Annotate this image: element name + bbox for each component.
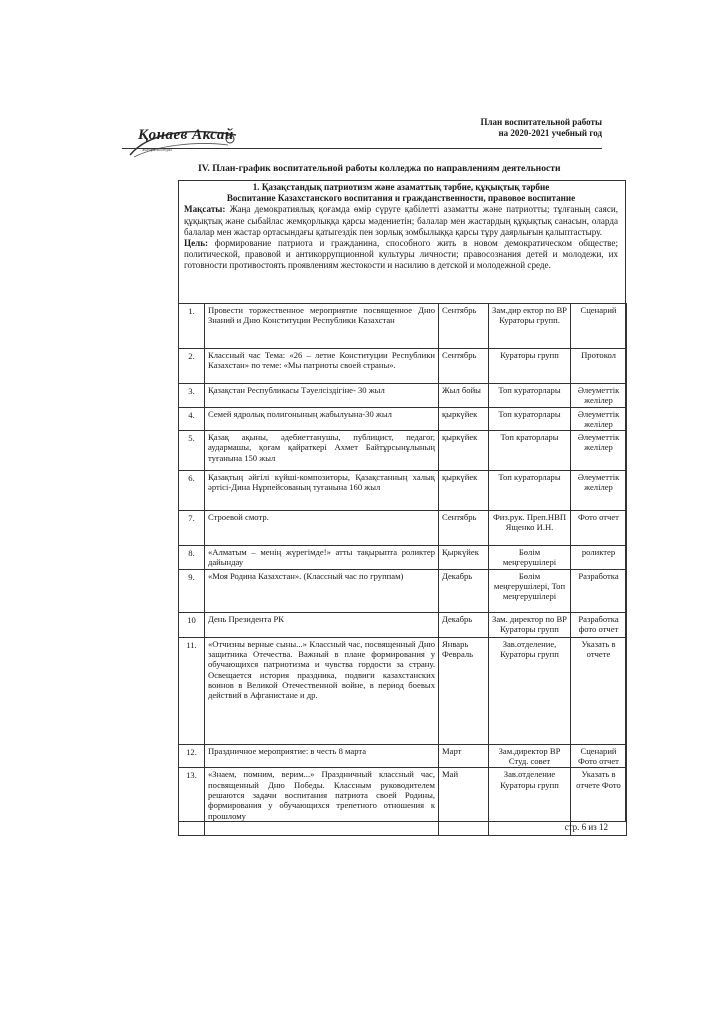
report-form-cell: Разработка фото отчет bbox=[571, 612, 627, 637]
row-number: 9. bbox=[179, 569, 205, 612]
row-number: 2. bbox=[179, 349, 205, 384]
responsible-cell: Зам.дир ектор по ВР Кураторы групп. bbox=[489, 304, 571, 349]
row-number: 5. bbox=[179, 431, 205, 471]
event-cell: «Алматым – менің жүрегімде!» атты тақырыпта роликтер дайындау bbox=[205, 546, 439, 570]
report-form-cell: Разработка bbox=[571, 569, 627, 612]
date-cell: Декабрь bbox=[439, 569, 489, 612]
responsible-cell: Топ кураторлары bbox=[489, 407, 571, 431]
logo-text: Қонаев Аксай bbox=[138, 127, 234, 143]
responsible-cell: Топ кураторлары bbox=[489, 471, 571, 511]
responsible-cell: Зам.директор ВР Студ. совет bbox=[489, 744, 571, 768]
date-cell: Қыркүйек bbox=[439, 546, 489, 570]
report-form-cell: Сценарий Фото отчет bbox=[571, 744, 627, 768]
page-number: стр. 6 из 12 bbox=[564, 822, 608, 832]
date-cell: қыркүйек bbox=[439, 431, 489, 471]
row-number: 7. bbox=[179, 511, 205, 546]
report-form-cell: Әлеуметтік желілер bbox=[571, 431, 627, 471]
goal-ru bbox=[184, 238, 618, 272]
table-row bbox=[179, 407, 627, 431]
date-cell: Декабрь bbox=[439, 612, 489, 637]
responsible-cell: Бөлім меңгерушілері, Топ меңгерушілері bbox=[489, 569, 571, 612]
section-title: IV. План-график воспитательной работы колледжа по направлениям деятельности bbox=[198, 163, 561, 174]
table-row bbox=[179, 546, 627, 570]
table-row bbox=[179, 569, 627, 612]
responsible-cell: Кураторы групп bbox=[489, 349, 571, 384]
table-row bbox=[179, 431, 627, 471]
heading-kz: 1. Қазақстандық патриотизм және азаматтық тәрбие, құқықтық тәрбие bbox=[252, 182, 550, 192]
goal-kz-text: Жаңа демократиялық қоғамда өмір сүруге қабілетті азаматты және патриотты; тұлғаның саяси, құқықтық және сыбайлас жемқорлыққа қарсы мәдениетін; балалар мен жастардың құқықтық санасын, оларда балалар мен жастар ортасындағы қатыгездік пен зорлық зомбылыққа қарсы тұру даярлығын қалыптастыру. bbox=[184, 204, 618, 237]
section-intro bbox=[184, 182, 618, 272]
report-form-cell: Әлеуметтік желілер bbox=[571, 384, 627, 408]
table-row bbox=[179, 637, 627, 744]
plan-title: План воспитательной работы bbox=[480, 117, 602, 127]
responsible-cell: Физ.рук. Преп.НВП Ященко И.Н. bbox=[489, 511, 571, 546]
responsible-cell: Зам. директор по ВР Кураторы групп bbox=[489, 612, 571, 637]
responsible-cell: Топ кураторлары bbox=[489, 384, 571, 408]
events-table bbox=[178, 303, 627, 836]
plan-header bbox=[480, 117, 602, 139]
row-number: 1. bbox=[179, 304, 205, 349]
logo-subtext: Жоғары колледжі bbox=[142, 147, 172, 152]
event-cell: Классный час Тема: «26 – летие Конституции Республики Казахстан» по теме: «Мы патриоты своей страны». bbox=[205, 349, 439, 384]
date-cell: Май bbox=[439, 768, 489, 836]
row-number: 4. bbox=[179, 407, 205, 431]
event-cell: «Отчизны верные сыны...» Классный час, посвященный Дню защитника Отечества. Важный в плане формирования у обучающихся патриотизма и чувства гордости за страну. Освещается история праздника, подвиги казахстанских воинов в Великой Отечественной войне, в период боевых действий в Афганистане и др. bbox=[205, 637, 439, 744]
event-cell: День Президента РК bbox=[205, 612, 439, 637]
date-cell: қыркүйек bbox=[439, 407, 489, 431]
event-cell: «Знаем, помним, верим...» Праздничный классный час, посвященный Дню Победы. Классным руководителем решаются задачи воспитания патриота своей Родины, формирования у обучающихся трепетного отношения к прошлому bbox=[205, 768, 439, 836]
plan-year: на 2020-2021 учебный год bbox=[498, 128, 602, 138]
table-row bbox=[179, 471, 627, 511]
table-row bbox=[179, 384, 627, 408]
responsible-cell: Зав.отделение Кураторы групп bbox=[489, 768, 571, 836]
row-number: 6. bbox=[179, 471, 205, 511]
report-form-cell: роликтер bbox=[571, 546, 627, 570]
table-row bbox=[179, 349, 627, 384]
date-cell: Январь Февраль bbox=[439, 637, 489, 744]
college-logo bbox=[128, 125, 240, 159]
responsible-cell: Топ краторлары bbox=[489, 431, 571, 471]
row-number: 10 bbox=[179, 612, 205, 637]
table-row bbox=[179, 511, 627, 546]
row-number: 11. bbox=[179, 637, 205, 744]
date-cell: Жыл бойы bbox=[439, 384, 489, 408]
event-cell: Праздничное мероприятие: в честь 8 марта bbox=[205, 744, 439, 768]
date-cell: Сентябрь bbox=[439, 304, 489, 349]
event-cell: Строевой смотр. bbox=[205, 511, 439, 546]
event-cell: Провести торжественное мероприятие посвященное Дню Знаний и Дню Конституции Республики Казахстан bbox=[205, 304, 439, 349]
row-number: 13. bbox=[179, 768, 205, 836]
responsible-cell: Бөлім меңгерушілері bbox=[489, 546, 571, 570]
report-form-cell: Әлеуметтік желілер bbox=[571, 471, 627, 511]
goal-ru-label: Цель: bbox=[184, 238, 209, 249]
date-cell: Сентябрь bbox=[439, 511, 489, 546]
report-form-cell: Указать в отчете bbox=[571, 637, 627, 744]
event-cell: Қазақтың әйгілі күйші-композиторы, Қазақстанның халық әртісі-Дина Нұрпейсованың туғанына 160 жыл bbox=[205, 471, 439, 511]
report-form-cell: Сценарий bbox=[571, 304, 627, 349]
table-row bbox=[179, 612, 627, 637]
event-cell: Қазақ ақыны, әдебиеттанушы, публицист, педагог, аудармашы, қоғам қайраткері Ахмет Байтұрсынұлының туғанына 150 жыл bbox=[205, 431, 439, 471]
row-number: 3. bbox=[179, 384, 205, 408]
table-row bbox=[179, 744, 627, 768]
table-row bbox=[179, 768, 627, 836]
responsible-cell: Зав.отделение, Кураторы групп bbox=[489, 637, 571, 744]
date-cell: қыркүйек bbox=[439, 471, 489, 511]
goal-ru-text: формирование патриота и гражданина, способного жить в новом демократическом обществе; политической, правовой и антикоррупционной культуры личности; правосознания детей и молодежи, их готовности противостоять проявлениям жестокости и насилию в детской и молодежной среде. bbox=[184, 238, 618, 271]
table-row bbox=[179, 304, 627, 349]
event-cell: Семей ядролық полигонының жабылуына-30 жыл bbox=[205, 407, 439, 431]
date-cell: Сентябрь bbox=[439, 349, 489, 384]
header-divider bbox=[122, 148, 602, 149]
goal-kz bbox=[184, 204, 618, 238]
goal-kz-label: Мақсаты: bbox=[184, 204, 226, 215]
date-cell: Март bbox=[439, 744, 489, 768]
report-form-cell: Фото отчет bbox=[571, 511, 627, 546]
event-cell: «Моя Родина Казахстан». (Классный час по группам) bbox=[205, 569, 439, 612]
report-form-cell: Протокол bbox=[571, 349, 627, 384]
row-number: 12. bbox=[179, 744, 205, 768]
report-form-cell: Әлеуметтік желілер bbox=[571, 407, 627, 431]
row-number: 8. bbox=[179, 546, 205, 570]
report-form-cell: Указать в отчете Фото bbox=[571, 768, 627, 836]
event-cell: Қазақстан Республикасы Тәуелсіздігіне- 30 жыл bbox=[205, 384, 439, 408]
heading-ru: Воспитание Казахстанского воспитания и гражданственности, правовое воспитание bbox=[226, 193, 576, 204]
